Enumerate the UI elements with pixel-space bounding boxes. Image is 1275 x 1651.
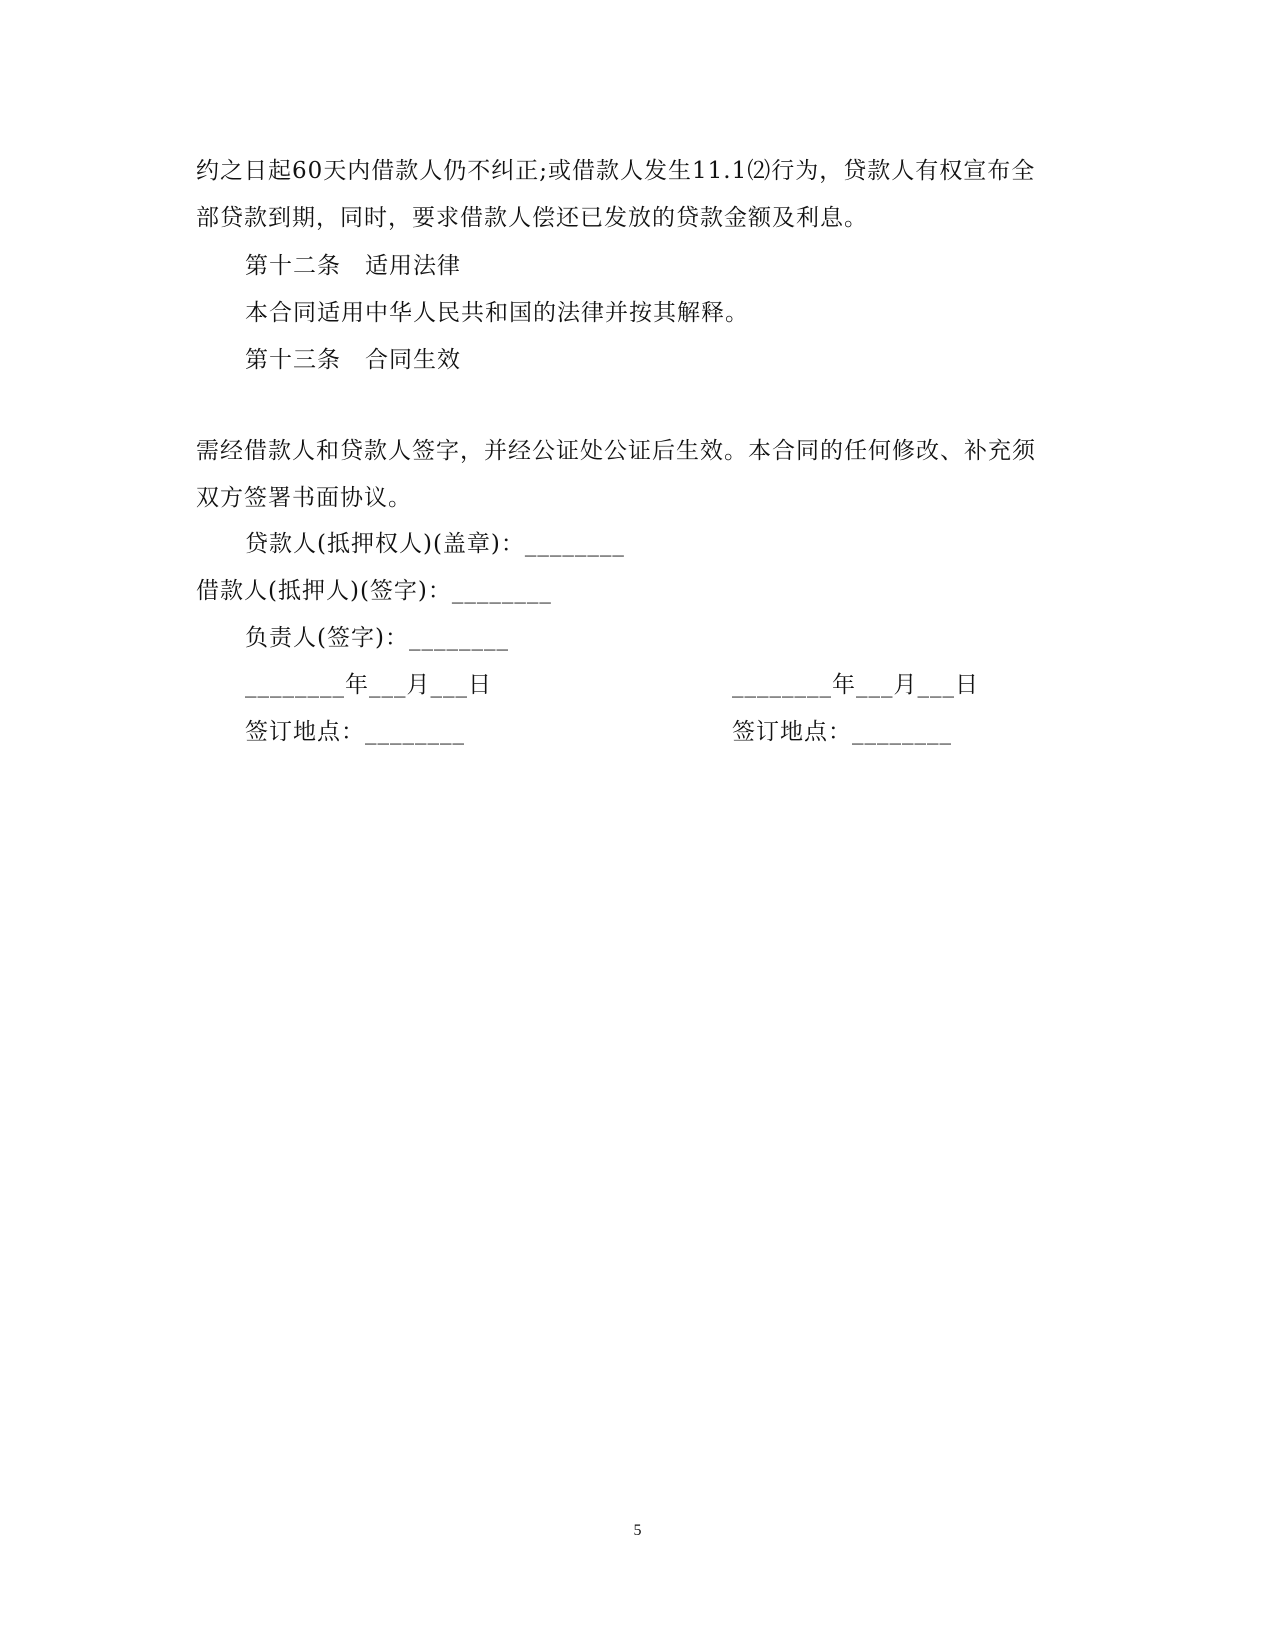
page-number: 5 — [633, 1522, 642, 1539]
borrower-signature-line: 借款人(抵押人)(签字)：________ — [196, 578, 552, 604]
paragraph-line-1: 约之日起60天内借款人仍不纠正;或借款人发生11.1⑵行为，贷款人有权宣布全 — [196, 158, 1036, 184]
lender-signature-line: 贷款人(抵押权人)(盖章)：________ — [245, 531, 625, 557]
responsible-person-signature-line: 负责人(签字)：________ — [245, 625, 509, 651]
article-13-heading: 第十三条 合同生效 — [245, 347, 461, 373]
paragraph-line-2: 部贷款到期，同时，要求借款人偿还已发放的贷款金额及利息。 — [196, 205, 868, 231]
date-left: ________年___月___日 — [245, 672, 492, 698]
signing-place-left: 签订地点：________ — [245, 719, 465, 745]
article-13-line-1: 需经借款人和贷款人签字，并经公证处公证后生效。本合同的任何修改、补充须 — [196, 438, 1036, 464]
article-12-heading: 第十二条 适用法律 — [245, 253, 461, 279]
article-13-line-2: 双方签署书面协议。 — [196, 485, 412, 511]
date-right: ________年___月___日 — [732, 672, 979, 698]
article-12-text: 本合同适用中华人民共和国的法律并按其解释。 — [245, 300, 749, 326]
signing-place-right: 签订地点：________ — [732, 719, 952, 745]
